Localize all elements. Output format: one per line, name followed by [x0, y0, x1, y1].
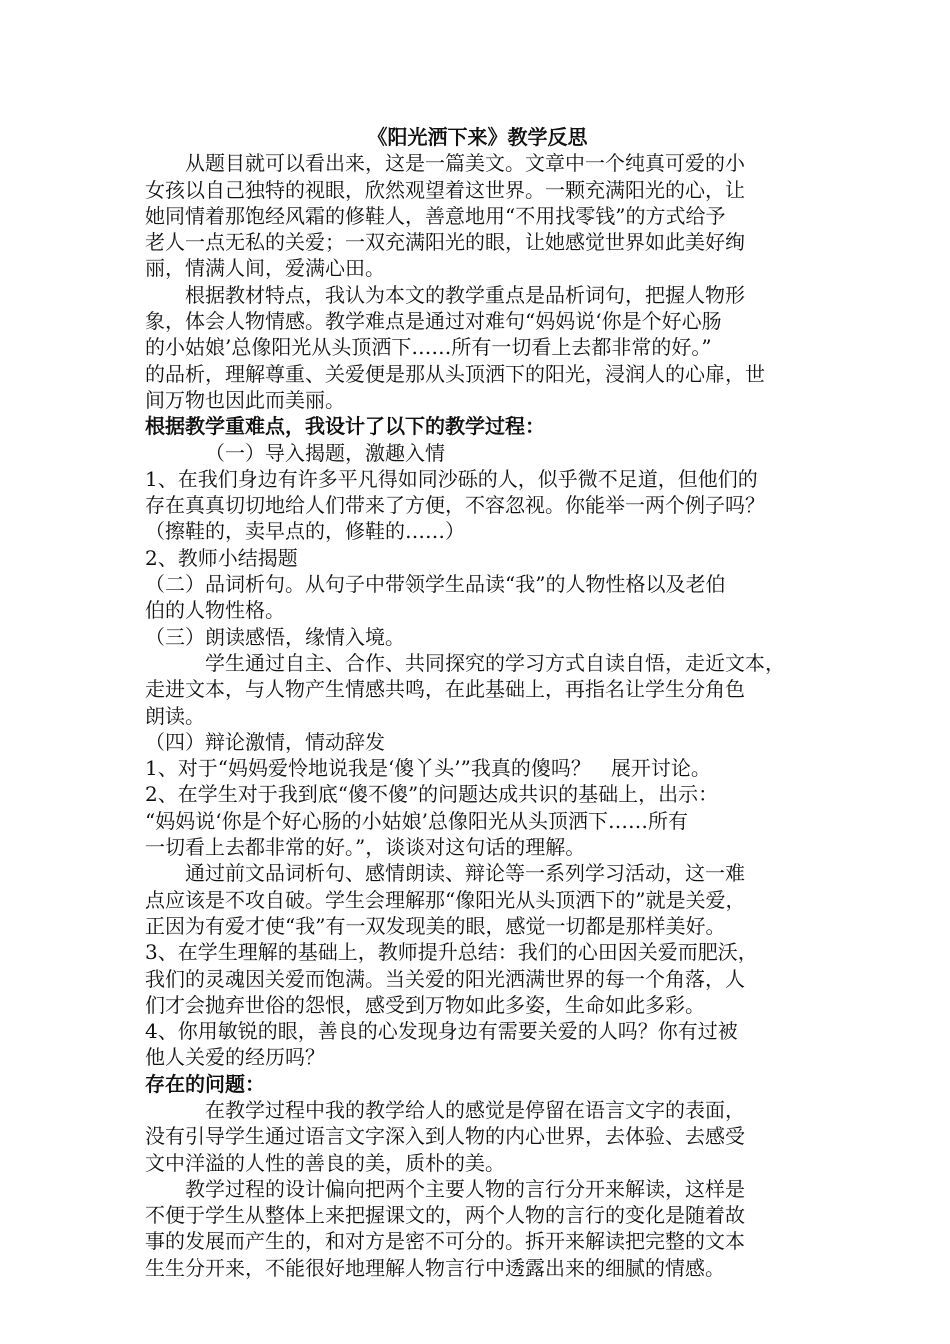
text-line: 丽，情满人间，爱满心田。 — [145, 256, 385, 281]
text-line: 在教学过程中我的教学给人的感觉是停留在语言文字的表面， — [205, 1097, 745, 1122]
text-line: 老人一点无私的关爱；一双充满阳光的眼，让她感觉世界如此美好绚 — [145, 230, 745, 255]
text-line: 学生通过自主、合作、共同探究的学习方式自读自悟，走近文本， — [205, 650, 785, 675]
text-line: 1、在我们身边有许多平凡得如同沙砾的人，似乎微不足道，但他们的 — [145, 466, 758, 491]
text-line: 2、在学生对于我到底“傻不傻”的问题达成共识的基础上，出示： — [145, 782, 719, 807]
document-body — [145, 150, 810, 1281]
document-title: 《阳光洒下来》教学反思 — [367, 125, 588, 149]
text-line: 没有引导学生通过语言文字深入到人物的内心世界，去体验、去感受 — [145, 1124, 745, 1149]
text-line: 象，体会人物情感。教学难点是通过对难句“妈妈说‘你是个好心肠 — [145, 309, 722, 334]
text-line: 4、你用敏锐的眼，善良的心发现身边有需要关爱的人吗？你有过被 — [145, 1019, 738, 1044]
text-line: （四）辩论激情，情动辞发 — [145, 729, 385, 754]
section-heading: 根据教学重难点，我设计了以下的教学过程： — [145, 414, 545, 439]
text-line: 根据教材特点，我认为本文的教学重点是品析词句，把握人物形 — [185, 282, 745, 307]
text-line: 伯的人物性格。 — [145, 598, 285, 623]
text-line: 走进文本，与人物产生情感共鸣，在此基础上，再指名让学生分角色 — [145, 677, 745, 702]
text-line: 事的发展而产生的，和对方是密不可分的。拆开来解读把完整的文本 — [145, 1229, 745, 1254]
text-line: 间万物也因此而美丽。 — [145, 387, 345, 412]
text-line: 我们的灵魂因关爱而饱满。当关爱的阳光洒满世界的每一个角落，人 — [145, 966, 745, 991]
text-line: （擦鞋的，卖早点的，修鞋的……） — [145, 519, 465, 544]
text-line: 一切看上去都非常的好。”，谈谈对这句话的理解。 — [145, 835, 586, 860]
section-heading: 存在的问题： — [145, 1071, 265, 1096]
text-line: 她同情着那饱经风霜的修鞋人，善意地用“不用找零钱”的方式给予 — [145, 203, 726, 228]
text-line: 不便于学生从整体上来把握课文的，两个人物的言行的变化是随着故 — [145, 1203, 745, 1228]
text-line: 们才会抛弃世俗的怨恨，感受到万物如此多姿，生命如此多彩。 — [145, 992, 705, 1017]
text-line: （一）导入揭题，激趣入情 — [205, 440, 445, 465]
text-line: 的品析，理解尊重、关爱便是那从头顶洒下的阳光，浸润人的心扉，世 — [145, 361, 765, 386]
text-line: 正因为有爱才使“我”有一双发现美的眼，感觉一切都是那样美好。 — [145, 913, 726, 938]
text-line: 2、教师小结揭题 — [145, 545, 298, 570]
text-line: 1、对于“妈妈爱怜地说我是‘傻丫头’”我真的傻吗？ 展开讨论。 — [145, 756, 711, 781]
text-line: 文中洋溢的人性的善良的美，质朴的美。 — [145, 1150, 505, 1175]
text-line: 3、在学生理解的基础上，教师提升总结：我们的心田因关爱而肥沃， — [145, 940, 758, 965]
text-line: 通过前文品词析句、感情朗读、辩论等一系列学习活动，这一难 — [185, 861, 745, 886]
text-line: 生生分开来，不能很好地理解人物言行中透露出来的细腻的情感。 — [145, 1255, 725, 1280]
text-line: （二）品词析句。从句子中带领学生品读“我”的人物性格以及老伯 — [145, 572, 726, 597]
text-line: 朗读。 — [145, 703, 205, 728]
text-line: 从题目就可以看出来，这是一篇美文。文章中一个纯真可爱的小 — [185, 151, 745, 176]
text-line: 点应该是不攻自破。学生会理解那“像阳光从头顶洒下的”就是关爱， — [145, 887, 746, 912]
text-line: 他人关爱的经历吗？ — [145, 1045, 325, 1070]
text-line: （三）朗读感悟，缘情入境。 — [145, 624, 405, 649]
text-line: 的小姑娘’总像阳光从头顶洒下……所有一切看上去都非常的好。” — [145, 335, 712, 360]
text-line: 教学过程的设计偏向把两个主要人物的言行分开来解读，这样是 — [185, 1176, 745, 1201]
text-line: 女孩以自己独特的视眼，欣然观望着这世界。一颗充满阳光的心，让 — [145, 177, 745, 202]
text-line: “妈妈说‘你是个好心肠的小姑娘’总像阳光从头顶洒下……所有 — [145, 808, 688, 833]
document-page — [145, 124, 810, 1281]
text-line: 存在真真切切地给人们带来了方便，不容忽视。你能举一两个例子吗？ — [145, 493, 765, 518]
